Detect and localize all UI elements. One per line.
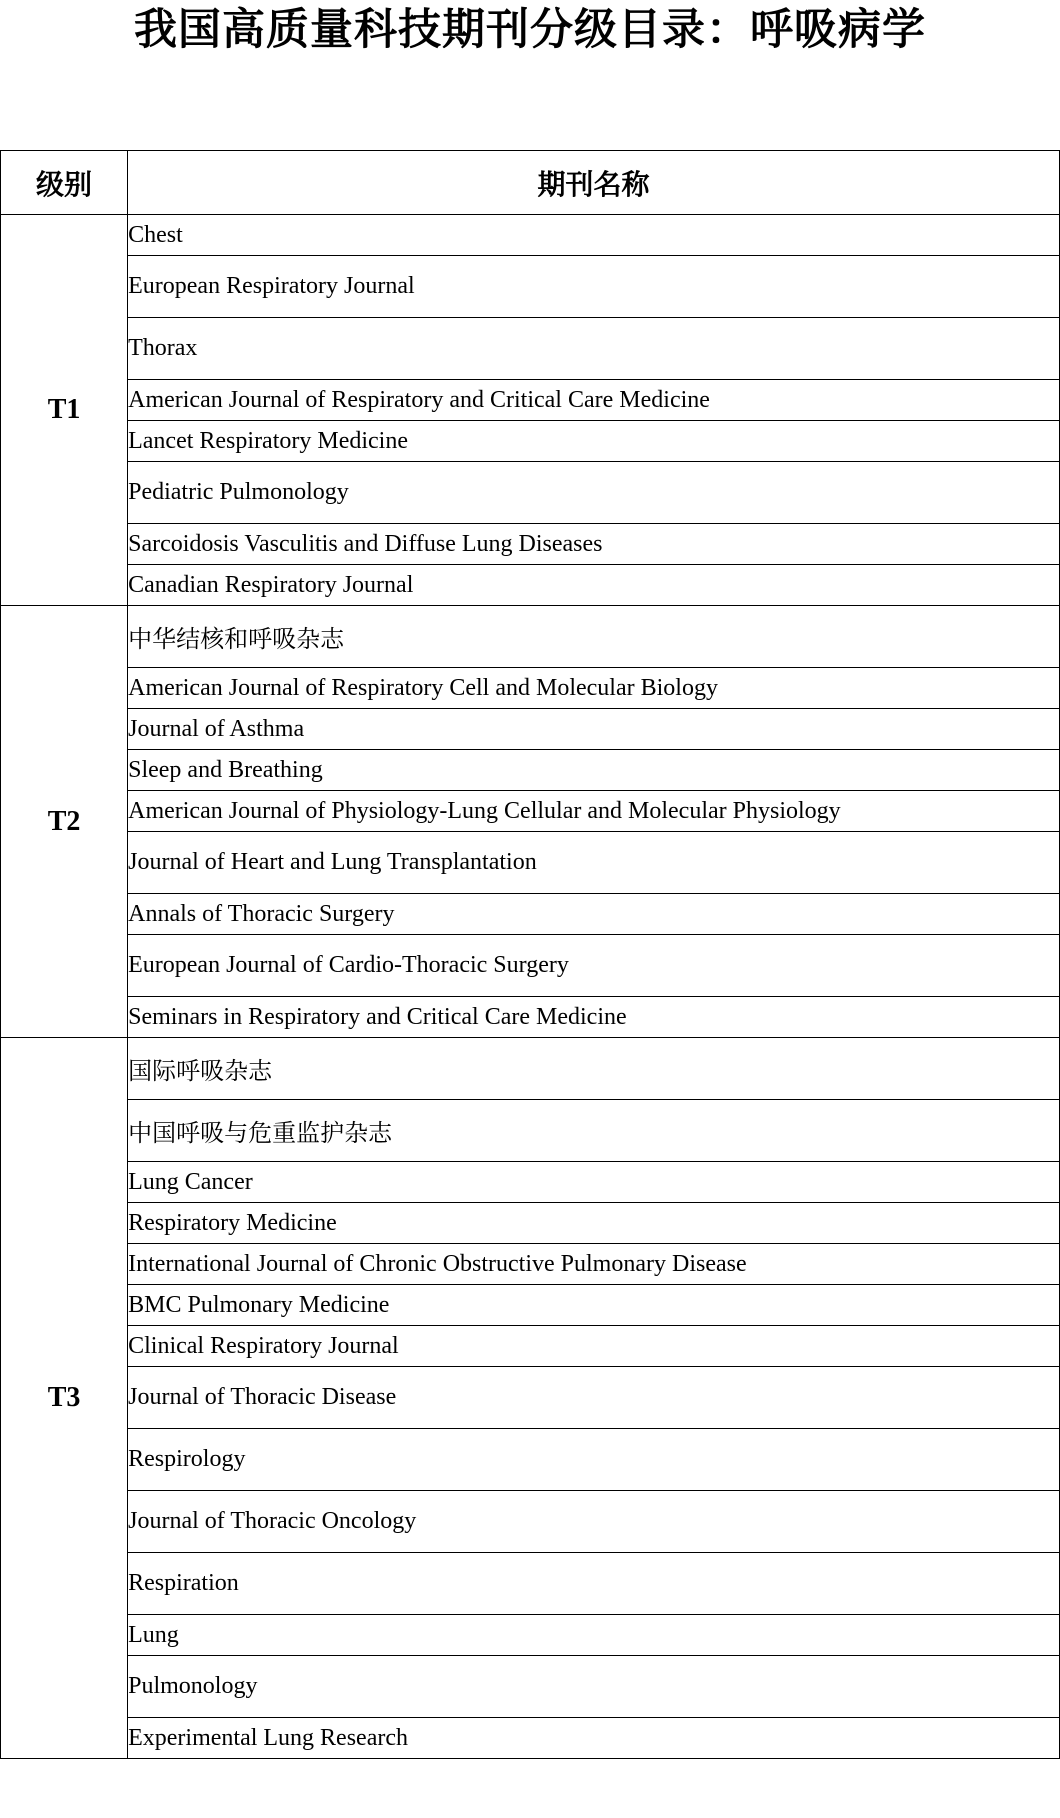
table-row [1, 524, 1060, 565]
journal-name: Experimental Lung Research [128, 1718, 1060, 1759]
journal-name: Clinical Respiratory Journal [128, 1326, 1060, 1367]
table-row [1, 668, 1060, 709]
name-column-header: 期刊名称 [128, 151, 1060, 215]
table-row [1, 1162, 1060, 1203]
table-row [1, 1656, 1060, 1718]
level-cell-t2: T2 [1, 606, 128, 1038]
table-row [1, 750, 1060, 791]
journal-name: European Respiratory Journal [128, 256, 1060, 318]
level-column-header: 级别 [1, 151, 128, 215]
table-row [1, 1429, 1060, 1491]
table-row [1, 1244, 1060, 1285]
journal-name: European Journal of Cardio-Thoracic Surgery [128, 935, 1060, 997]
journal-name: Thorax [128, 318, 1060, 380]
journal-name: 中华结核和呼吸杂志 [128, 606, 1060, 668]
journal-name: Journal of Thoracic Oncology [128, 1491, 1060, 1553]
journal-name: Lancet Respiratory Medicine [128, 421, 1060, 462]
table-header-row [1, 151, 1060, 215]
journal-name: Seminars in Respiratory and Critical Care Medicine [128, 997, 1060, 1038]
journal-name: Lung Cancer [128, 1162, 1060, 1203]
level-cell-t3: T3 [1, 1038, 128, 1759]
table-row [1, 1367, 1060, 1429]
journal-name: Respirology [128, 1429, 1060, 1491]
journal-name: 中国呼吸与危重监护杂志 [128, 1100, 1060, 1162]
journal-name: 国际呼吸杂志 [128, 1038, 1060, 1100]
table-row [1, 1203, 1060, 1244]
journal-name: Chest [128, 215, 1060, 256]
journal-name: Sarcoidosis Vasculitis and Diffuse Lung Diseases [128, 524, 1060, 565]
table-row [1, 1100, 1060, 1162]
journal-name: American Journal of Physiology-Lung Cellular and Molecular Physiology [128, 791, 1060, 832]
table-row [1, 380, 1060, 421]
table-row [1, 606, 1060, 668]
table-row [1, 709, 1060, 750]
journal-name: Annals of Thoracic Surgery [128, 894, 1060, 935]
journal-name: Respiration [128, 1553, 1060, 1615]
journal-table [0, 150, 1060, 1759]
table-row [1, 832, 1060, 894]
table-row [1, 997, 1060, 1038]
table-row [1, 256, 1060, 318]
journal-name: International Journal of Chronic Obstructive Pulmonary Disease [128, 1244, 1060, 1285]
table-row [1, 318, 1060, 380]
journal-name: Pediatric Pulmonology [128, 462, 1060, 524]
journal-name: Journal of Thoracic Disease [128, 1367, 1060, 1429]
table-row [1, 894, 1060, 935]
journal-name: American Journal of Respiratory Cell and Molecular Biology [128, 668, 1060, 709]
journal-name: Journal of Heart and Lung Transplantation [128, 832, 1060, 894]
journal-name: American Journal of Respiratory and Critical Care Medicine [128, 380, 1060, 421]
table-row [1, 1285, 1060, 1326]
table-row [1, 1615, 1060, 1656]
level-cell-t1: T1 [1, 215, 128, 606]
journal-name: Respiratory Medicine [128, 1203, 1060, 1244]
journal-name: Canadian Respiratory Journal [128, 565, 1060, 606]
table-row [1, 421, 1060, 462]
table-row [1, 462, 1060, 524]
journal-name: Journal of Asthma [128, 709, 1060, 750]
journal-name: Sleep and Breathing [128, 750, 1060, 791]
table-row [1, 1718, 1060, 1759]
table-row [1, 1326, 1060, 1367]
table-row [1, 791, 1060, 832]
journal-name: Lung [128, 1615, 1060, 1656]
table-row [1, 1491, 1060, 1553]
table-row [1, 935, 1060, 997]
journal-name: BMC Pulmonary Medicine [128, 1285, 1060, 1326]
journal-name: Pulmonology [128, 1656, 1060, 1718]
table-row [1, 215, 1060, 256]
page-title: 我国高质量科技期刊分级目录：呼吸病学 [134, 5, 926, 55]
table-row [1, 1038, 1060, 1100]
table-row [1, 565, 1060, 606]
table-row [1, 1553, 1060, 1615]
